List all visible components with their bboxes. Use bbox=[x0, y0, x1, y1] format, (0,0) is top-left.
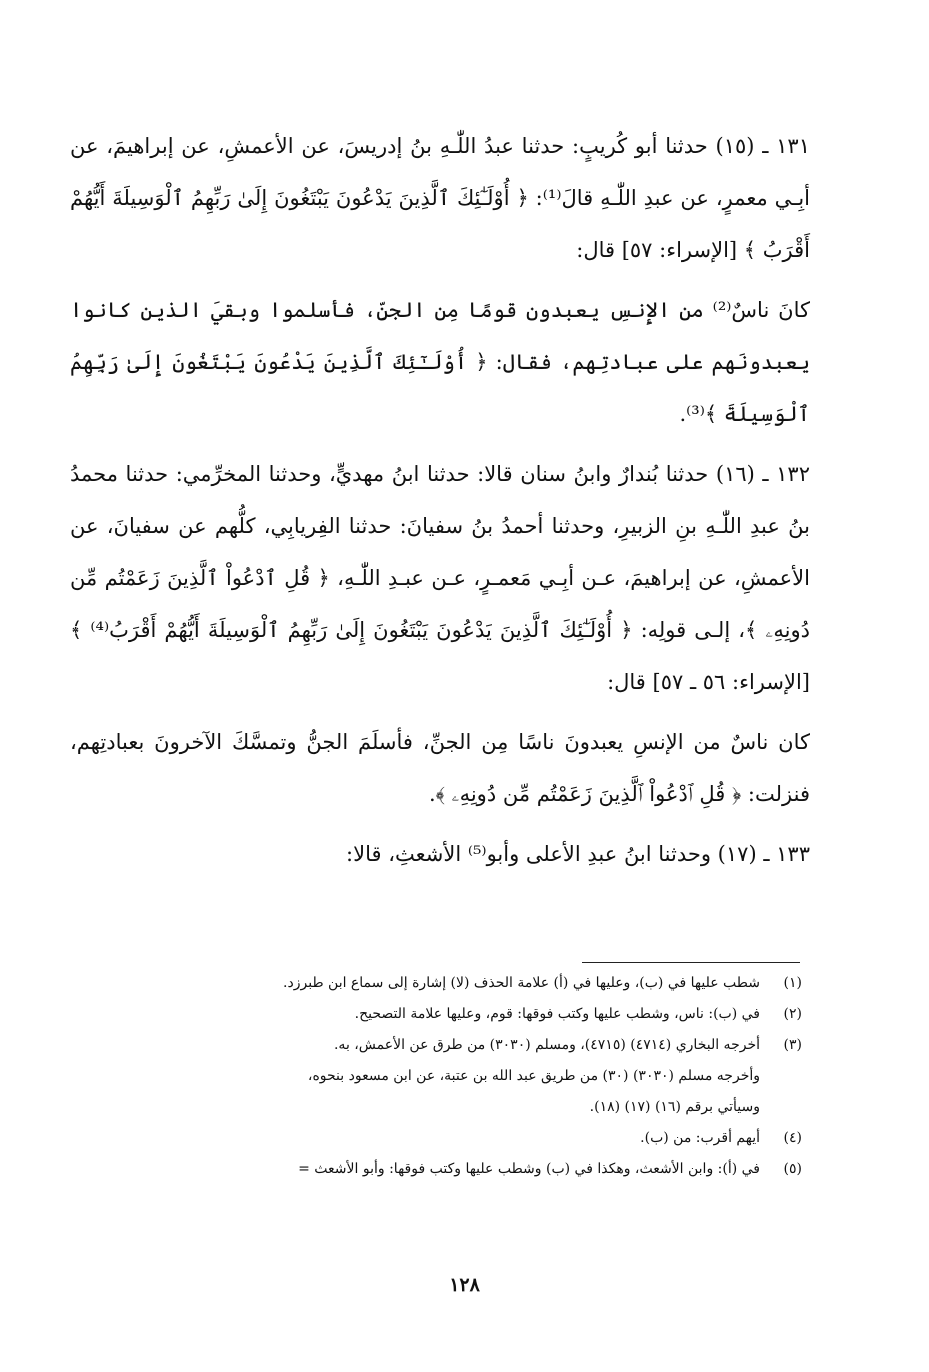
footnote-text: في (ب): ناس، وشطب عليها وكتب فوقها: قوم، وعليها علامة التصحيح. bbox=[354, 1006, 760, 1022]
footnotes bbox=[50, 968, 802, 1185]
main-text bbox=[70, 120, 810, 884]
footnote-number: (٣) bbox=[783, 1037, 802, 1053]
footnote-text: أيهم أقرب: من (ب). bbox=[640, 1130, 760, 1146]
footnote-1 bbox=[50, 968, 802, 999]
footnote-text: شطب عليها في (ب)، وعليها في (أ) علامة الحذف (لا) إشارة إلى سماع ابن طبرزد. bbox=[283, 975, 760, 991]
hadith-133: ١٣٣ ـ (١٧) وحدثنا ابنُ عبدِ الأعلى وأبو⁽⁵⁾ الأشعثِ، قالا: bbox=[346, 842, 810, 866]
page-number: ١٢٨ bbox=[449, 1274, 480, 1296]
footnote-3-line-3: وسيأتي برقم (١٦) (١٧) (١٨). bbox=[589, 1099, 760, 1115]
footnote-4 bbox=[50, 1123, 802, 1154]
hadith-131: ١٣١ ـ (١٥) حدثنا أبو كُريبٍ: حدثنا عبدُ اللّٰـهِ بنُ إدريسَ، عن الأعمشِ، عن إبراهيمَ، عن أبِـي معمرٍ، عن عبدِ اللّٰـهِ قالَ⁽¹⁾: ﴿ أُوْلَـٰٓئِكَ ٱلَّذِينَ يَدْعُونَ يَبْتَغُونَ إِلَىٰ رَبِّهِمُ ٱلْوَسِيلَةَ أَيُّهُمْ أَقْرَبُ ﴾ [الإسراء: ٥٧] قال: bbox=[70, 134, 811, 262]
footnote-text: في (أ): وابن الأشعث، وهكذا في (ب) وشطب عليها وكتب فوقها: وأبو الأشعث = bbox=[298, 1161, 760, 1177]
footnote-5 bbox=[50, 1154, 802, 1185]
hadith-132: ١٣٢ ـ (١٦) حدثنا بُندارٌ وابنُ سنان قالا: حدثنا ابنُ مهديٍّ، وحدثنا المخرِّمي: حدثنا محمدُ بنُ عبدِ اللّٰـهِ بنِ الزبيرِ، وحدثنا أحمدُ بنُ سفيانَ: حدثنا الفِريابِي، كلُّهم عن سفيانَ، عن الأعمشِ، عن إبراهيمَ، عـن أبِـي مَعمـرٍ، عـن عبـدِ اللّٰـهِ، ﴿ قُلِ ٱدْعُواْ ٱلَّذِينَ زَعَمْتُم مِّن دُونِهِۦ ﴾، إلـى قولِه: ﴿ أُوْلَـٰٓئِكَ ٱلَّذِينَ يَدْعُونَ يَبْتَغُونَ إِلَىٰ رَبِّهِمُ ٱلْوَسِيلَةَ أَيُّهُمْ أَقْرَبُ⁽⁴⁾ ﴾ [الإسراء: ٥٦ ـ ٥٧] قال: bbox=[70, 462, 810, 694]
footnote-2 bbox=[50, 999, 802, 1030]
footnote-number: (١) bbox=[783, 975, 802, 991]
hadith-131-text: كانَ ناسٌ⁽²⁾ من الإِنسِ يعبدون قومًا مِن الجنِّ، فأسلموا وبقيَ الذين كانوا يعبدونَهم على عبادتِهم، فقال: ﴿ أُوْلَـٰٓئِكَ ٱلَّذِينَ يَدْعُونَ يَبْتَغُونَ إِلَىٰ رَبِّهِمُ ٱلْوَسِيلَةَ ﴾⁽³⁾. bbox=[70, 298, 810, 426]
hadith-132-text: كان ناسٌ من الإنسِ يعبدونَ ناسًا مِن الجنِّ، فأسلَمَ الجنُّ وتمسَّكَ الآخرونَ بعبادتِهم، فنزلت: ﴿ قُلِ ٱدْعُواْ ٱلَّذِينَ زَعَمْتُم مِّن دُونِهِۦ ﴾. bbox=[70, 730, 810, 806]
footnote-divider bbox=[582, 962, 800, 963]
footnote-number: (٥) bbox=[783, 1161, 802, 1177]
footnote-number: (٤) bbox=[783, 1130, 802, 1146]
footnote-number: (٢) bbox=[783, 1006, 802, 1022]
footnote-3 bbox=[50, 1030, 802, 1061]
footnote-3-line-2: وأخرجه مسلم (٣٠٣٠) (٣٠) من طريق عبد الله بن عتبة، عن ابن مسعود بنحوه، bbox=[307, 1068, 760, 1084]
footnote-text: أخرجه البخاري (٤٧١٤) (٤٧١٥)، ومسلم (٣٠٣٠) من طرق عن الأعمش، به. bbox=[333, 1037, 760, 1053]
